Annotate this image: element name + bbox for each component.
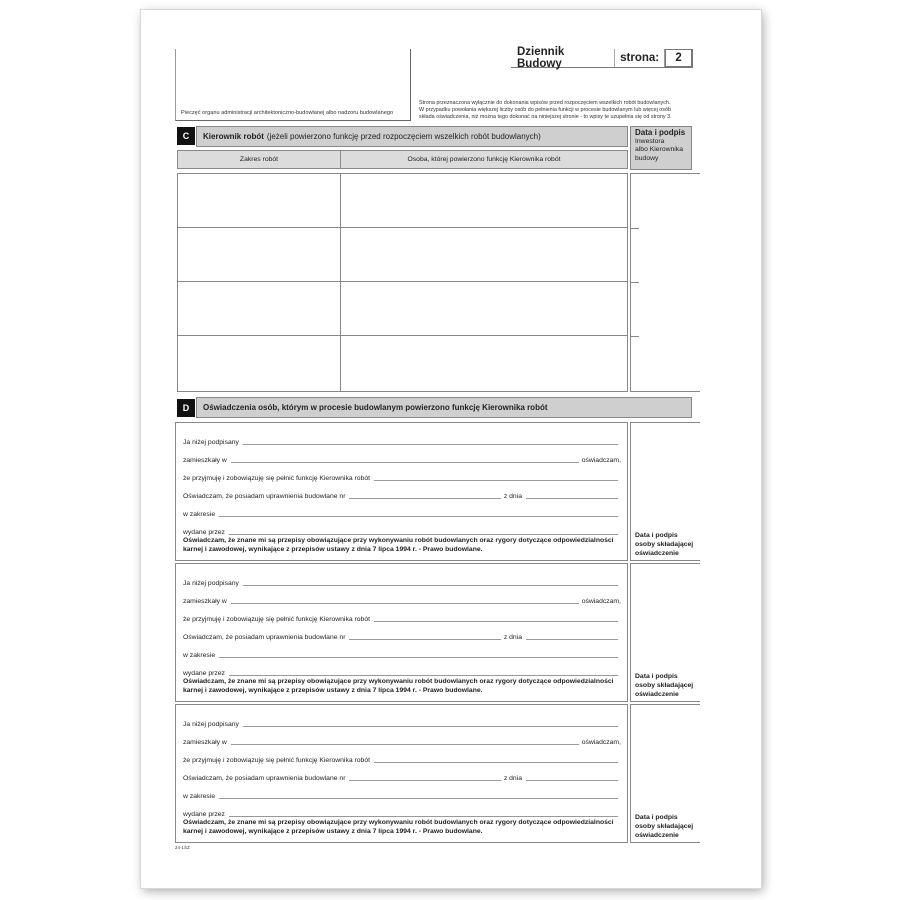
license-number-field[interactable] <box>349 639 500 640</box>
license-date-field[interactable] <box>526 498 618 499</box>
section-c-title-rest: (jeżeli powierzono funkcję przed rozpoczęciem wszelkich robót budowlanych) <box>266 132 541 141</box>
declaration-statement: Oświadczam, że znane mi są przepisy obowiązujące przy wykonywaniu robót budowlanych oraz rygory dotyczące odpowiedzialności karnej i zawodowej, wynikające z przepisów ustawy z dnia 7 lipca 1994 r. - Prawo budowlane. <box>183 537 614 553</box>
signature-label: Data i podpis osoby składającej oświadczenie <box>635 673 694 698</box>
address-field[interactable] <box>231 603 579 604</box>
declaration-block <box>175 422 628 561</box>
name-field[interactable] <box>243 444 618 445</box>
section-c-signature-header <box>630 126 692 170</box>
document-page <box>141 10 761 888</box>
address-field[interactable] <box>231 462 579 463</box>
signature-header-line: budowy <box>635 154 659 162</box>
declaration-line: Ja niżej podpisany <box>183 718 621 728</box>
declaration-signature-cell[interactable] <box>630 422 700 561</box>
note-line: Strona przeznaczona wyłącznie do dokonania wpisów przed rozpoczęciem wszelkich robót budowlanych. <box>419 100 671 106</box>
license-number-field[interactable] <box>349 780 500 781</box>
declaration-line: w zakresie <box>183 649 621 659</box>
declaration-block <box>175 563 628 702</box>
name-field[interactable] <box>243 585 618 586</box>
section-d-title <box>196 397 692 418</box>
stamp-caption: Pieczęć organu administracji architektoniczno-budowlanej albo nadzoru budowlanego <box>181 110 394 116</box>
section-d-badge: D <box>177 399 195 417</box>
signature-header-line: Inwestora <box>635 137 665 145</box>
declaration-line: Oświadczam, że posiadam uprawnienia budowlane nr z dnia <box>183 631 621 641</box>
scope-cell[interactable] <box>177 335 341 392</box>
section-c-title-bold: Kierownik robót <box>203 132 264 141</box>
signature-header-line: Data i podpis <box>635 128 686 137</box>
declaration-line: że przyjmuję i zobowiązuję się pełnić funkcję Kierownika robót <box>183 472 621 482</box>
declaration-line: w zakresie <box>183 790 621 800</box>
section-d-title-text: Oświadczenia osób, którym w procesie budowlanym powierzono funkcję Kierownika robót <box>203 403 548 412</box>
declaration-line: wydane przez <box>183 808 621 818</box>
declaration-line: że przyjmuję i zobowiązuję się pełnić funkcję Kierownika robót <box>183 754 621 764</box>
form-code: 24-1ŚZ <box>175 845 190 850</box>
declaration-block <box>175 704 628 843</box>
note-line: składa oświadczenia, niż można tego dokonać na niniejszej stronie - to wpisy te uzupełnia się od strony 3. <box>419 114 672 121</box>
scope-field[interactable] <box>219 798 618 799</box>
declaration-line: że przyjmuję i zobowiązuję się pełnić funkcję Kierownika robót <box>183 613 621 623</box>
declaration-signature-cell[interactable] <box>630 704 700 843</box>
person-cell[interactable] <box>340 335 628 392</box>
scope-cell[interactable] <box>177 281 341 336</box>
declaration-line: Oświadczam, że posiadam uprawnienia budowlane nr z dnia <box>183 490 621 500</box>
section-c-title <box>196 126 628 147</box>
license-date-field[interactable] <box>526 639 618 640</box>
declaration-line: w zakresie <box>183 508 621 518</box>
person-cell[interactable] <box>340 227 628 282</box>
signature-header-line: albo Kierownika <box>635 146 683 154</box>
declaration-statement: Oświadczam, że znane mi są przepisy obowiązujące przy wykonywaniu robót budowlanych oraz rygory dotyczące odpowiedzialności karnej i zawodowej, wynikające z przepisów ustawy z dnia 7 lipca 1994 r. - Prawo budowlane. <box>183 678 614 694</box>
column-header-person: Osoba, której powierzono funkcję Kierownika robót <box>340 150 628 169</box>
declaration-line: Oświadczam, że posiadam uprawnienia budowlane nr z dnia <box>183 772 621 782</box>
declaration-line: zamieszkały w oświadczam, <box>183 457 621 464</box>
declaration-line: wydane przez <box>183 667 621 677</box>
license-date-field[interactable] <box>526 780 618 781</box>
scope-cell[interactable] <box>177 227 341 282</box>
document-header <box>511 46 693 70</box>
note-line: W przypadku powołania większej liczby osób do pełnienia funkcji w procesie budowlanym lub więcej osób <box>419 107 671 114</box>
column-header-scope: Zakres robót <box>177 150 341 169</box>
declaration-line: zamieszkały w oświadczam, <box>183 598 621 605</box>
issued-by-field[interactable] <box>229 816 618 817</box>
address-field[interactable] <box>231 744 579 745</box>
page-note <box>419 100 699 122</box>
declaration-line: wydane przez <box>183 526 621 536</box>
license-number-field[interactable] <box>349 498 500 499</box>
section-c-signature-column[interactable] <box>630 173 700 392</box>
issued-by-field[interactable] <box>229 534 618 535</box>
declaration-line: zamieszkały w oświadczam, <box>183 739 621 746</box>
section-c-badge: C <box>177 127 195 145</box>
person-cell[interactable] <box>340 173 628 228</box>
declaration-statement: Oświadczam, że znane mi są przepisy obowiązujące przy wykonywaniu robót budowlanych oraz rygory dotyczące odpowiedzialności karnej i zawodowej, wynikające z przepisów ustawy z dnia 7 lipca 1994 r. - Prawo budowlane. <box>183 819 614 835</box>
declaration-line: Ja niżej podpisany <box>183 577 621 587</box>
page-number: 2 <box>665 49 692 67</box>
person-cell[interactable] <box>340 281 628 336</box>
name-field[interactable] <box>243 726 618 727</box>
scope-field[interactable] <box>219 516 618 517</box>
issued-by-field[interactable] <box>229 675 618 676</box>
signature-label: Data i podpis osoby składającej oświadczenie <box>635 532 694 557</box>
declaration-signature-cell[interactable] <box>630 563 700 702</box>
declaration-line: Ja niżej podpisany <box>183 436 621 446</box>
signature-label: Data i podpis osoby składającej oświadczenie <box>635 814 694 839</box>
document-title: Dziennik Budowy <box>511 49 615 67</box>
page-label: strona: <box>615 49 665 67</box>
scope-cell[interactable] <box>177 173 341 228</box>
scope-field[interactable] <box>219 657 618 658</box>
